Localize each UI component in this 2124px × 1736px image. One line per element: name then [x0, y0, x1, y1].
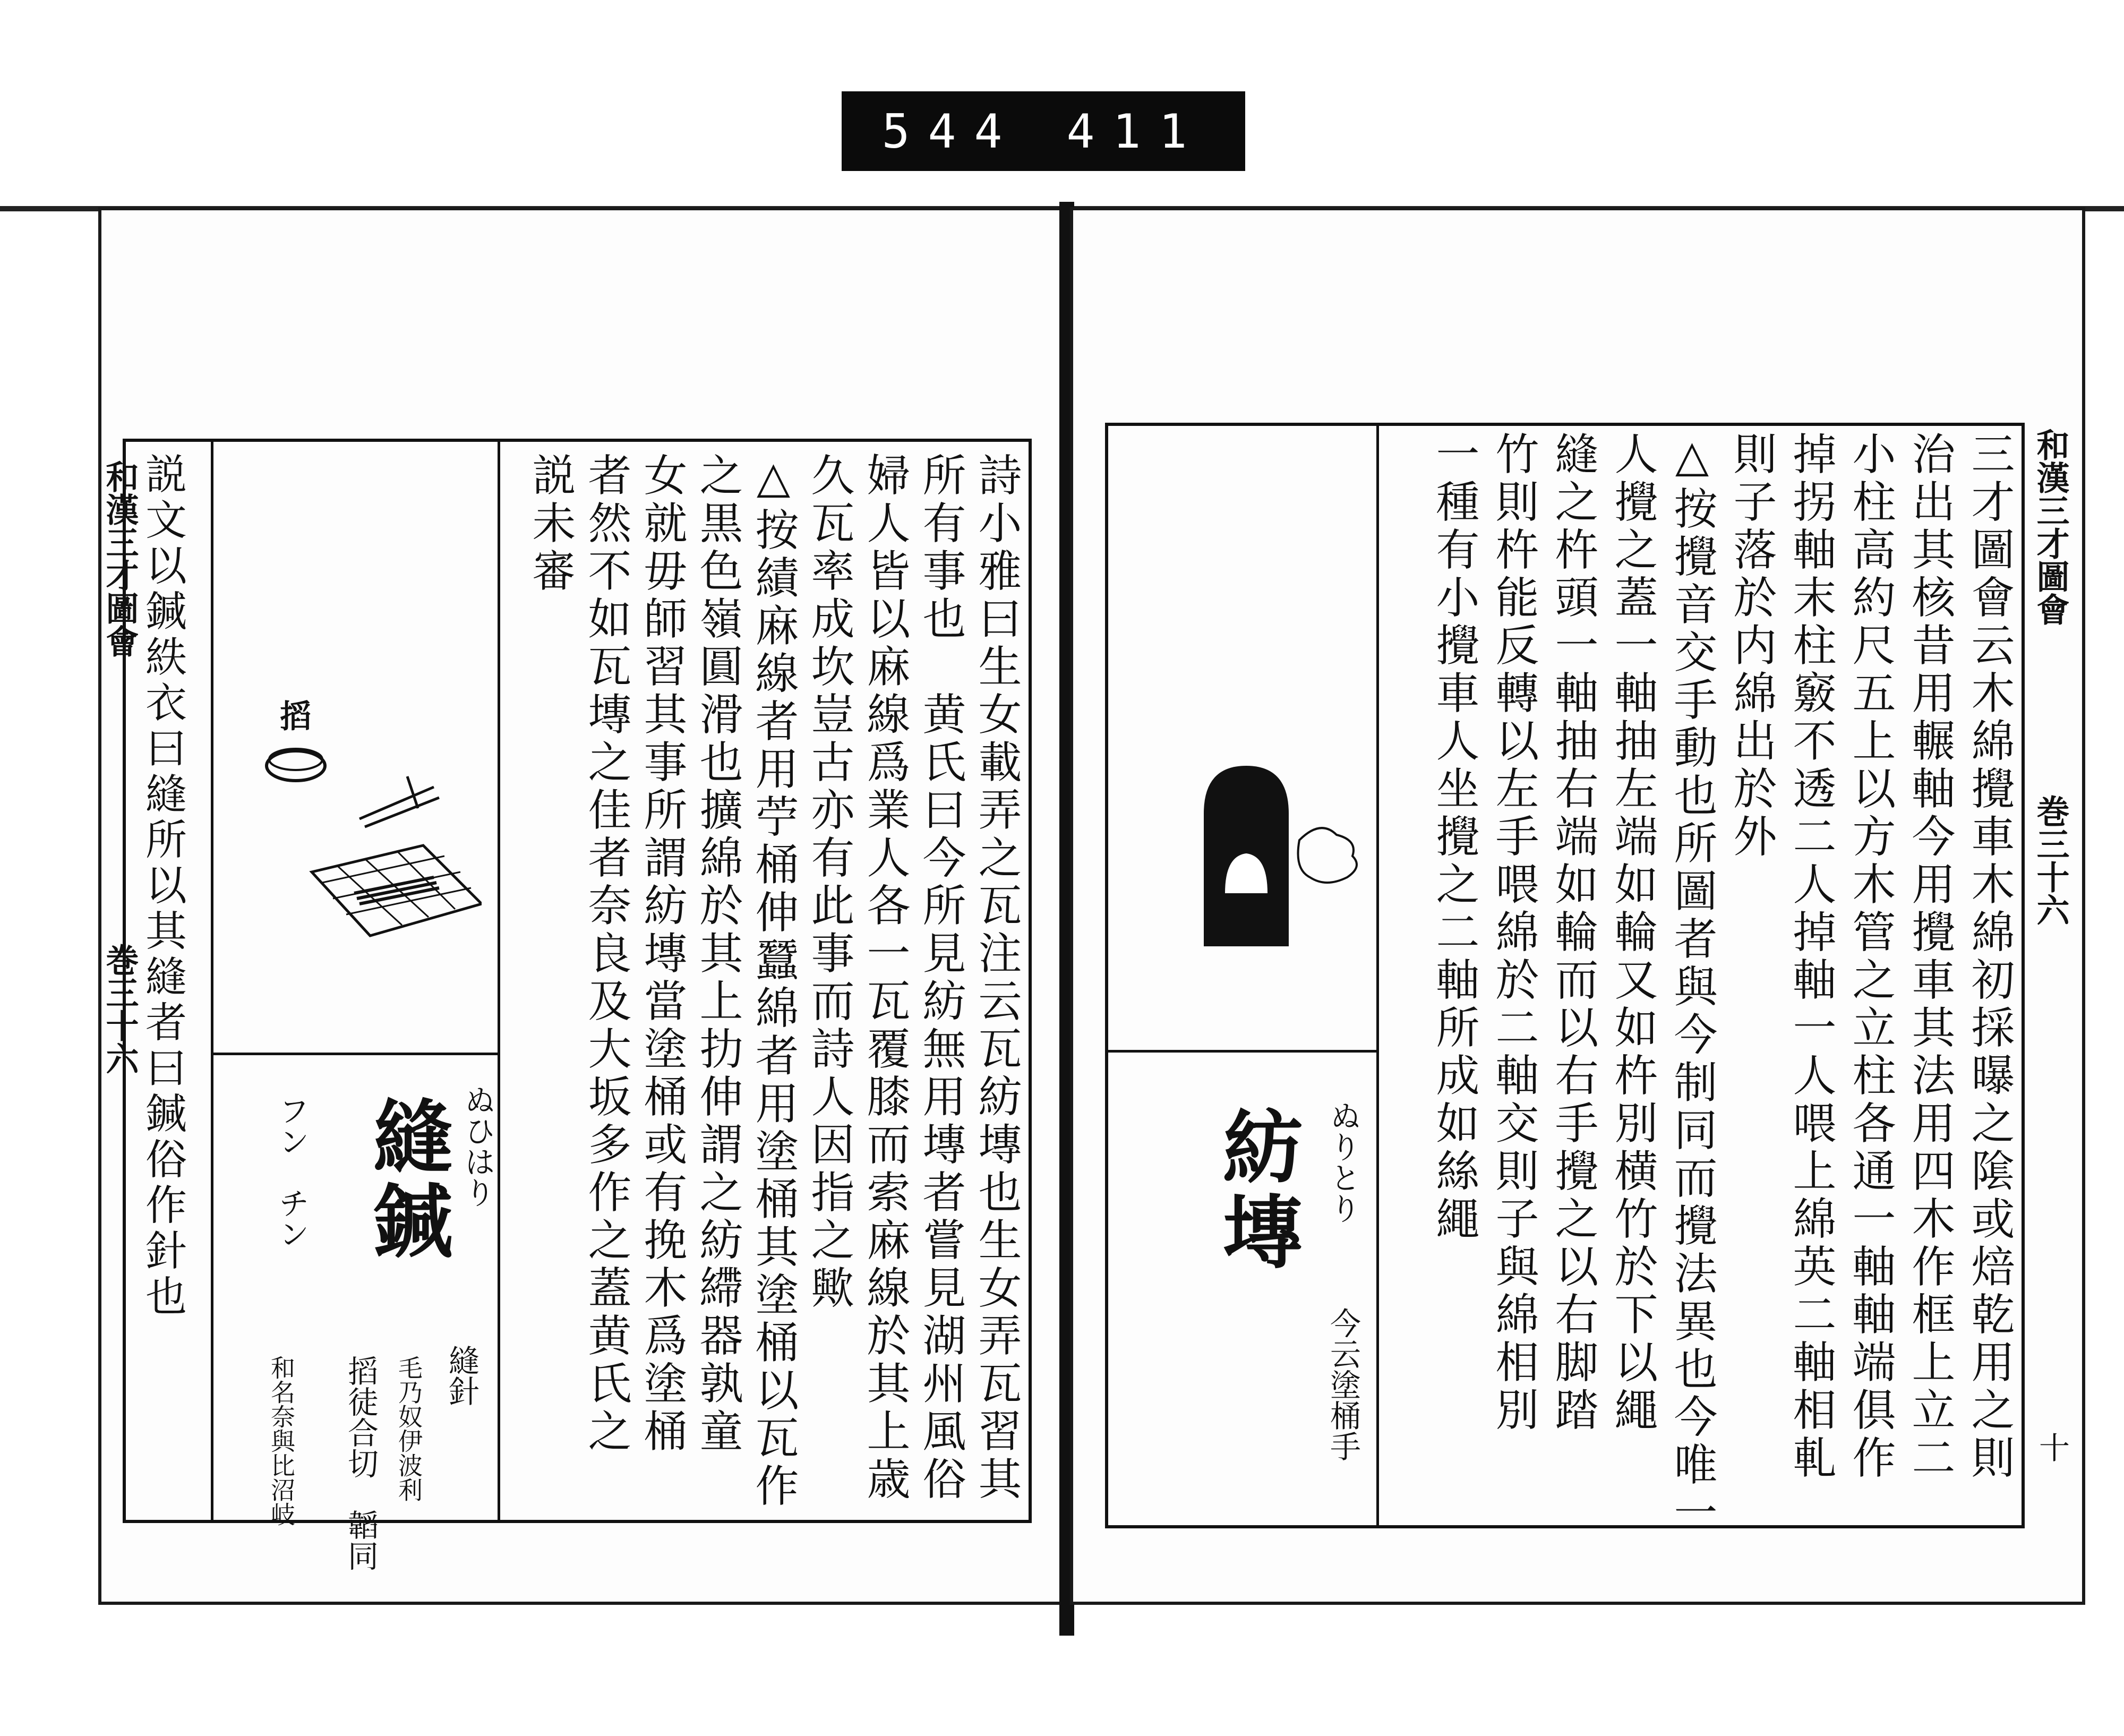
right-col-3: 小柱高約尺五上以方木管之立柱各通一軸軸端俱作 [1845, 431, 1896, 1483]
left-col-4: 久瓦率成坎豈古亦有此事而詩人因指之歟 [804, 452, 854, 1313]
left-page [98, 207, 1076, 1605]
left-col-5: △按績麻線者用苧桶伸蠶綿者用塗桶其塗桶以瓦作 [748, 452, 799, 1511]
left-entry-title: 縫鍼 [359, 1095, 453, 1265]
left-aside-4: 和名奈與比沼岐 [267, 1355, 296, 1526]
left-main-columns [508, 452, 1022, 1511]
needle-drawing-svg [232, 697, 482, 1015]
right-book-header: 和漢三才圖會 [2031, 428, 2070, 626]
archive-label [842, 91, 1245, 171]
right-col-1: 三才圖會云木綿攪車木綿初採曝之隂或焙乾用之則 [1964, 431, 2015, 1483]
left-aside-3: 搯徒合切 韜同 [342, 1355, 379, 1571]
left-aside-2: 毛乃奴伊波利 [395, 1355, 423, 1502]
right-entry-title: 紡塼 [1209, 1106, 1303, 1276]
right-col-6: △按攪音交手動也所圖者與今制同而攪法異也今唯一 [1667, 431, 1717, 1537]
right-col-5: 則子落於内綿出於外 [1726, 431, 1777, 861]
right-col-2: 治出其核昔用輾軸今用攪車其法用四木作框上立二 [1905, 431, 1955, 1483]
left-col-1: 詩小雅曰生女載弄之瓦注云瓦紡塼也生女弄瓦習其 [971, 452, 1022, 1504]
thimble-label: 搯 [280, 698, 312, 736]
right-main-columns [1390, 431, 2015, 1537]
left-entry-reading: ぬひはり [459, 1084, 495, 1208]
left-book-header: 和漢三才圖會 [100, 460, 139, 657]
left-text-frame [123, 439, 1032, 1571]
right-page [1070, 207, 2085, 1605]
left-col-2: 所有事也 黄氏曰今所見紡無用塼者嘗見湖州風俗 [915, 452, 966, 1504]
right-text-frame [1105, 423, 2025, 1537]
left-entry-sub-reading: フン チン [273, 1095, 310, 1249]
left-aside-1: 縫針 [443, 1345, 479, 1406]
right-col-8: 縫之杵頭一軸抽右端如輪而以右手攪之以右脚踏 [1548, 431, 1598, 1435]
left-volume-label: 巻三十六 [100, 943, 139, 1075]
right-page-number: 十 [2034, 1432, 2070, 1463]
archive-label-text: 544 411 [881, 104, 1205, 159]
left-divider-vertical [498, 442, 500, 1520]
right-volume-label: 巻三十六 [2031, 794, 2070, 926]
stone-drawing-svg [1193, 755, 1368, 968]
left-panel-note: 説文以鍼紩衣曰縫所以其縫者曰鍼俗作針也 [139, 452, 186, 1320]
right-entry-reading: ぬりとり [1325, 1100, 1361, 1224]
left-col-3: 婦人皆以麻線爲業人各一瓦覆膝而索麻線於其上歳 [860, 452, 910, 1504]
right-col-9: 竹則杵能反轉以左手喂綿於二軸交則子與綿相別 [1488, 431, 1539, 1435]
stone-illustration [1193, 755, 1368, 968]
right-divider-horizontal [1108, 1050, 1379, 1053]
right-entry-caption: 今云塗桶手 [1325, 1307, 1361, 1461]
right-divider-vertical [1376, 426, 1379, 1525]
left-col-7: 女就毋師習其事所謂紡塼當塗桶或有挽木爲塗桶 [637, 452, 687, 1456]
left-col-9: 説未審 [525, 452, 576, 596]
right-col-7: 人攪之蓋一軸抽左端如輪又如杵別横竹於下以繩 [1607, 431, 1658, 1435]
left-col-6: 之黒色嶺圓滑也擴綿於其上扐伸謂之紡𦄂器孰童 [692, 452, 743, 1456]
left-aside [232, 1345, 482, 1571]
needle-illustration [232, 697, 482, 1015]
left-panel-divider [211, 442, 213, 1520]
right-col-10: 一種有小攪車人坐攪之二軸所成如絲繩 [1429, 431, 1479, 1244]
left-col-8: 者然不如瓦塼之佳者奈良及大坂多作之蓋黄氏之 [581, 452, 631, 1456]
left-divider-horizontal [211, 1053, 500, 1055]
right-col-4: 掉拐軸末柱竅不透二人掉軸一人喂上綿英二軸相軋 [1786, 431, 1836, 1483]
